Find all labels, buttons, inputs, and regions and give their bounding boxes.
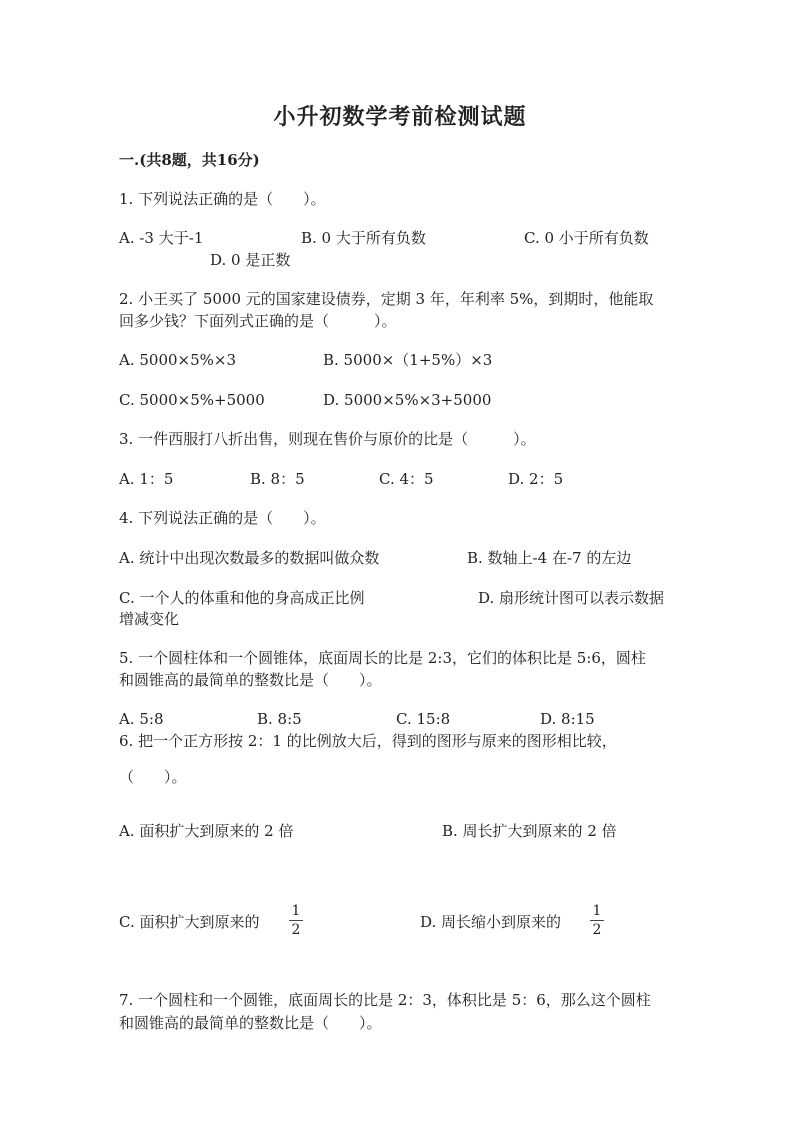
fraction-bar	[590, 920, 604, 921]
question-5-stem-line-1: 5. 一个圆柱体和一个圆锥体，底面周长的比是 2:3，它们的体积比是 5:6，圆柱	[119, 649, 646, 667]
question-3-option-d: D. 2：5	[508, 470, 564, 488]
question-1-stem: 1. 下列说法正确的是（ ）。	[119, 190, 326, 208]
question-5-option-c: C. 15:8	[396, 710, 451, 728]
question-2-option-a: A. 5000×5%×3	[119, 351, 237, 369]
question-4-option-b: B. 数轴上-4 在-7 的左边	[467, 549, 632, 567]
fraction-numerator: 1	[592, 903, 602, 919]
page-title: 小升初数学考前检测试题	[273, 104, 527, 130]
question-4-option-a: A. 统计中出现次数最多的数据叫做众数	[119, 549, 380, 567]
question-2-option-b: B. 5000×（1+5%）×3	[323, 351, 493, 369]
fraction-denominator: 2	[592, 922, 602, 938]
question-6-stem-line-2: （ ）。	[119, 768, 187, 786]
question-4-option-c: C. 一个人的体重和他的身高成正比例	[119, 589, 365, 607]
question-6-option-b: B. 周长扩大到原来的 2 倍	[442, 822, 617, 840]
fraction-numerator: 1	[291, 903, 301, 919]
question-1-option-c: C. 0 小于所有负数	[524, 229, 649, 247]
question-1-option-d: D. 0 是正数	[210, 251, 291, 269]
question-1-option-b: B. 0 大于所有负数	[301, 229, 426, 247]
question-4-option-d-line-2: 增减变化	[119, 610, 180, 628]
question-5-option-d: D. 8:15	[540, 710, 595, 728]
fraction-bar	[289, 920, 303, 921]
question-3-option-c: C. 4：5	[379, 470, 434, 488]
fraction-one-half	[588, 903, 606, 938]
question-6-option-c: C. 面积扩大到原来的	[119, 913, 260, 931]
question-7-stem-line-1: 7. 一个圆柱和一个圆锥，底面周长的比是 2：3，体积比是 5：6，那么这个圆柱	[119, 991, 651, 1009]
question-2-stem-line-2: 回多少钱？下面列式正确的是（ ）。	[119, 312, 397, 330]
question-6-option-d: D. 周长缩小到原来的	[420, 913, 562, 931]
question-7-stem-line-2: 和圆锥高的最简单的整数比是（ ）。	[119, 1014, 382, 1032]
question-2-stem-line-1: 2. 小王买了 5000 元的国家建设债券，定期 3 年，年利率 5%，到期时，他能取	[119, 290, 654, 308]
question-3-option-a: A. 1：5	[119, 470, 174, 488]
question-6-stem-line-1: 6. 把一个正方形按 2：1 的比例放大后，得到的图形与原来的图形相比较，	[119, 732, 617, 750]
question-3-stem: 3. 一件西服打八折出售，则现在售价与原价的比是（ ）。	[119, 430, 536, 448]
question-2-option-d: D. 5000×5%×3+5000	[323, 391, 492, 409]
fraction-denominator: 2	[291, 922, 301, 938]
question-6-option-a: A. 面积扩大到原来的 2 倍	[119, 822, 294, 840]
section-heading: 一.(共8题，共16分)	[119, 151, 260, 169]
question-4-option-d-line-1: D. 扇形统计图可以表示数据	[478, 589, 665, 607]
question-2-option-c: C. 5000×5%+5000	[119, 391, 265, 409]
fraction-one-half	[287, 903, 305, 938]
question-4-stem: 4. 下列说法正确的是（ ）。	[119, 509, 326, 527]
question-5-option-b: B. 8:5	[257, 710, 302, 728]
question-3-option-b: B. 8：5	[250, 470, 305, 488]
question-1-option-a: A. -3 大于-1	[119, 229, 204, 247]
question-5-option-a: A. 5:8	[119, 710, 164, 728]
question-5-stem-line-2: 和圆锥高的最简单的整数比是（ ）。	[119, 671, 382, 689]
